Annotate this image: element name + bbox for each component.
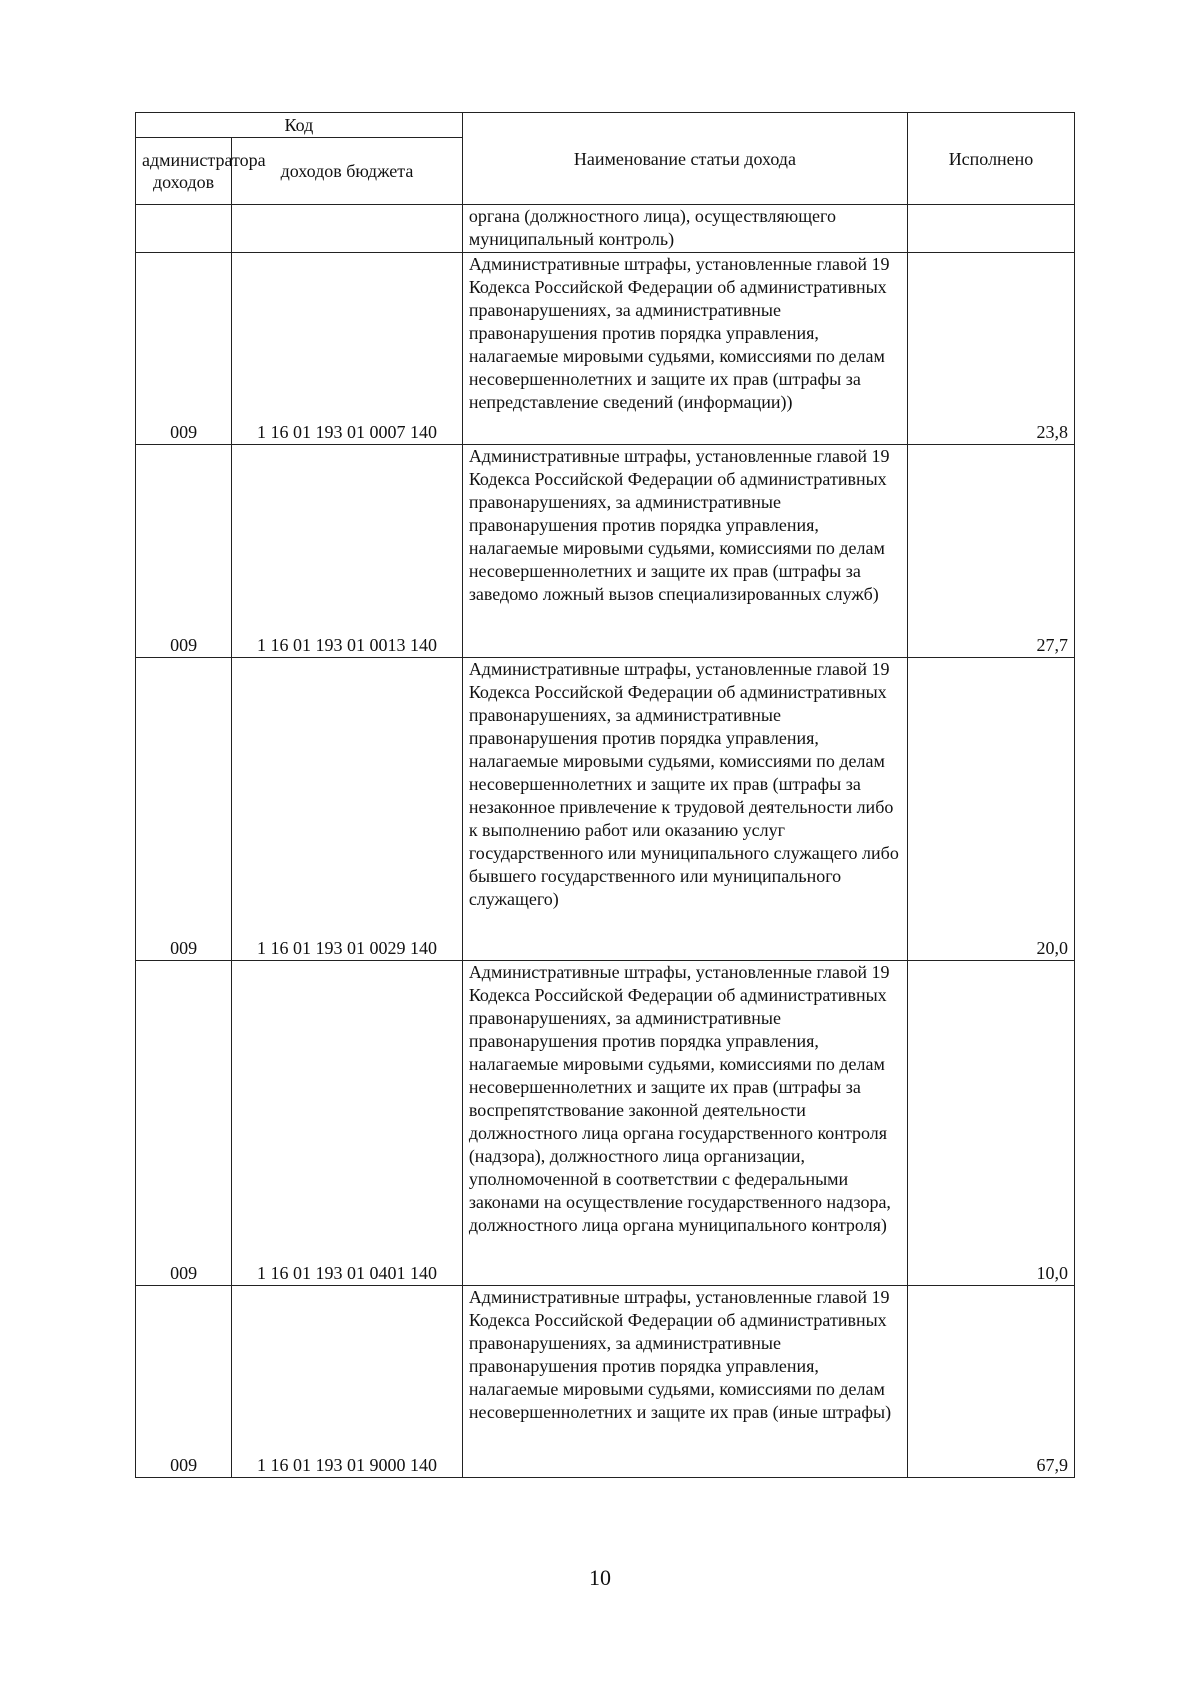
income-name-cell: Административные штрафы, установленные главой 19 Кодекса Российской Федерации об административных правонарушениях, за административные правонарушения против порядка управления, налагаемые мировыми судьями, комиссиями по делам несовершеннолетних и защите их прав (штрафы за непредставление сведений (информации)) [462,253,907,445]
executed-value-cell: 27,7 [908,445,1075,658]
income-name-cell: Административные штрафы, установленные главой 19 Кодекса Российской Федерации об административных правонарушениях, за административные правонарушения против порядка управления, налагаемые мировыми судьями, комиссиями по делам несовершеннолетних и защите их прав (иные штрафы) [462,1286,907,1478]
budget-code-cell: 1 16 01 193 01 0029 140 [232,658,463,961]
name-column-header: Наименование статьи дохода [462,113,907,205]
budget-code-cell [232,205,463,253]
income-name-cell: Административные штрафы, установленные главой 19 Кодекса Российской Федерации об административных правонарушениях, за административные правонарушения против порядка управления, налагаемые мировыми судьями, комиссиями по делам несовершеннолетних и защите их прав (штрафы за заведомо ложный вызов специализированных служб) [462,445,907,658]
budget-code-cell: 1 16 01 193 01 0401 140 [232,961,463,1286]
admin-code-cell: 009 [136,658,232,961]
income-name-cell: Административные штрафы, установленные главой 19 Кодекса Российской Федерации об административных правонарушениях, за административные правонарушения против порядка управления, налагаемые мировыми судьями, комиссиями по делам несовершеннолетних и защите их прав (штрафы за воспрепятствование законной деятельности должностного лица органа государственного контроля (надзора), должностного лица организации, уполномоченной в соответствии с федеральными законами на осуществление государственного надзора, должностного лица органа муниципального контроля) [462,961,907,1286]
income-name-cell: органа (должностного лица), осуществляющего муниципальный контроль) [462,205,907,253]
page-number: 10 [589,1565,611,1590]
admin-code-cell: 009 [136,961,232,1286]
executed-value-cell: 67,9 [908,1286,1075,1478]
table-row [136,1286,1075,1478]
table-body [136,205,1075,1478]
budget-code-column-header: доходов бюджета [232,138,463,205]
table-row [136,445,1075,658]
table-header [136,113,1075,205]
admin-code-cell: 009 [136,445,232,658]
table-row [136,961,1075,1286]
code-group-header: Код [136,113,463,138]
executed-value-cell: 20,0 [908,658,1075,961]
table-row [136,658,1075,961]
budget-code-cell: 1 16 01 193 01 0013 140 [232,445,463,658]
table-row [136,253,1075,445]
admin-code-cell: 009 [136,1286,232,1478]
admin-code-cell [136,205,232,253]
executed-value-cell [908,205,1075,253]
income-table [135,112,1075,1478]
admin-column-header: администратора доходов [136,138,232,205]
table-row [136,205,1075,253]
executed-value-cell: 10,0 [908,961,1075,1286]
budget-code-cell: 1 16 01 193 01 0007 140 [232,253,463,445]
admin-code-cell: 009 [136,253,232,445]
income-name-cell: Административные штрафы, установленные главой 19 Кодекса Российской Федерации об административных правонарушениях, за административные правонарушения против порядка управления, налагаемые мировыми судьями, комиссиями по делам несовершеннолетних и защите их прав (штрафы за незаконное привлечение к трудовой деятельности либо к выполнению работ или оказанию услуг государственного или муниципального служащего либо бывшего государственного или муниципального служащего) [462,658,907,961]
executed-value-cell: 23,8 [908,253,1075,445]
executed-column-header: Исполнено [908,113,1075,205]
budget-code-cell: 1 16 01 193 01 9000 140 [232,1286,463,1478]
